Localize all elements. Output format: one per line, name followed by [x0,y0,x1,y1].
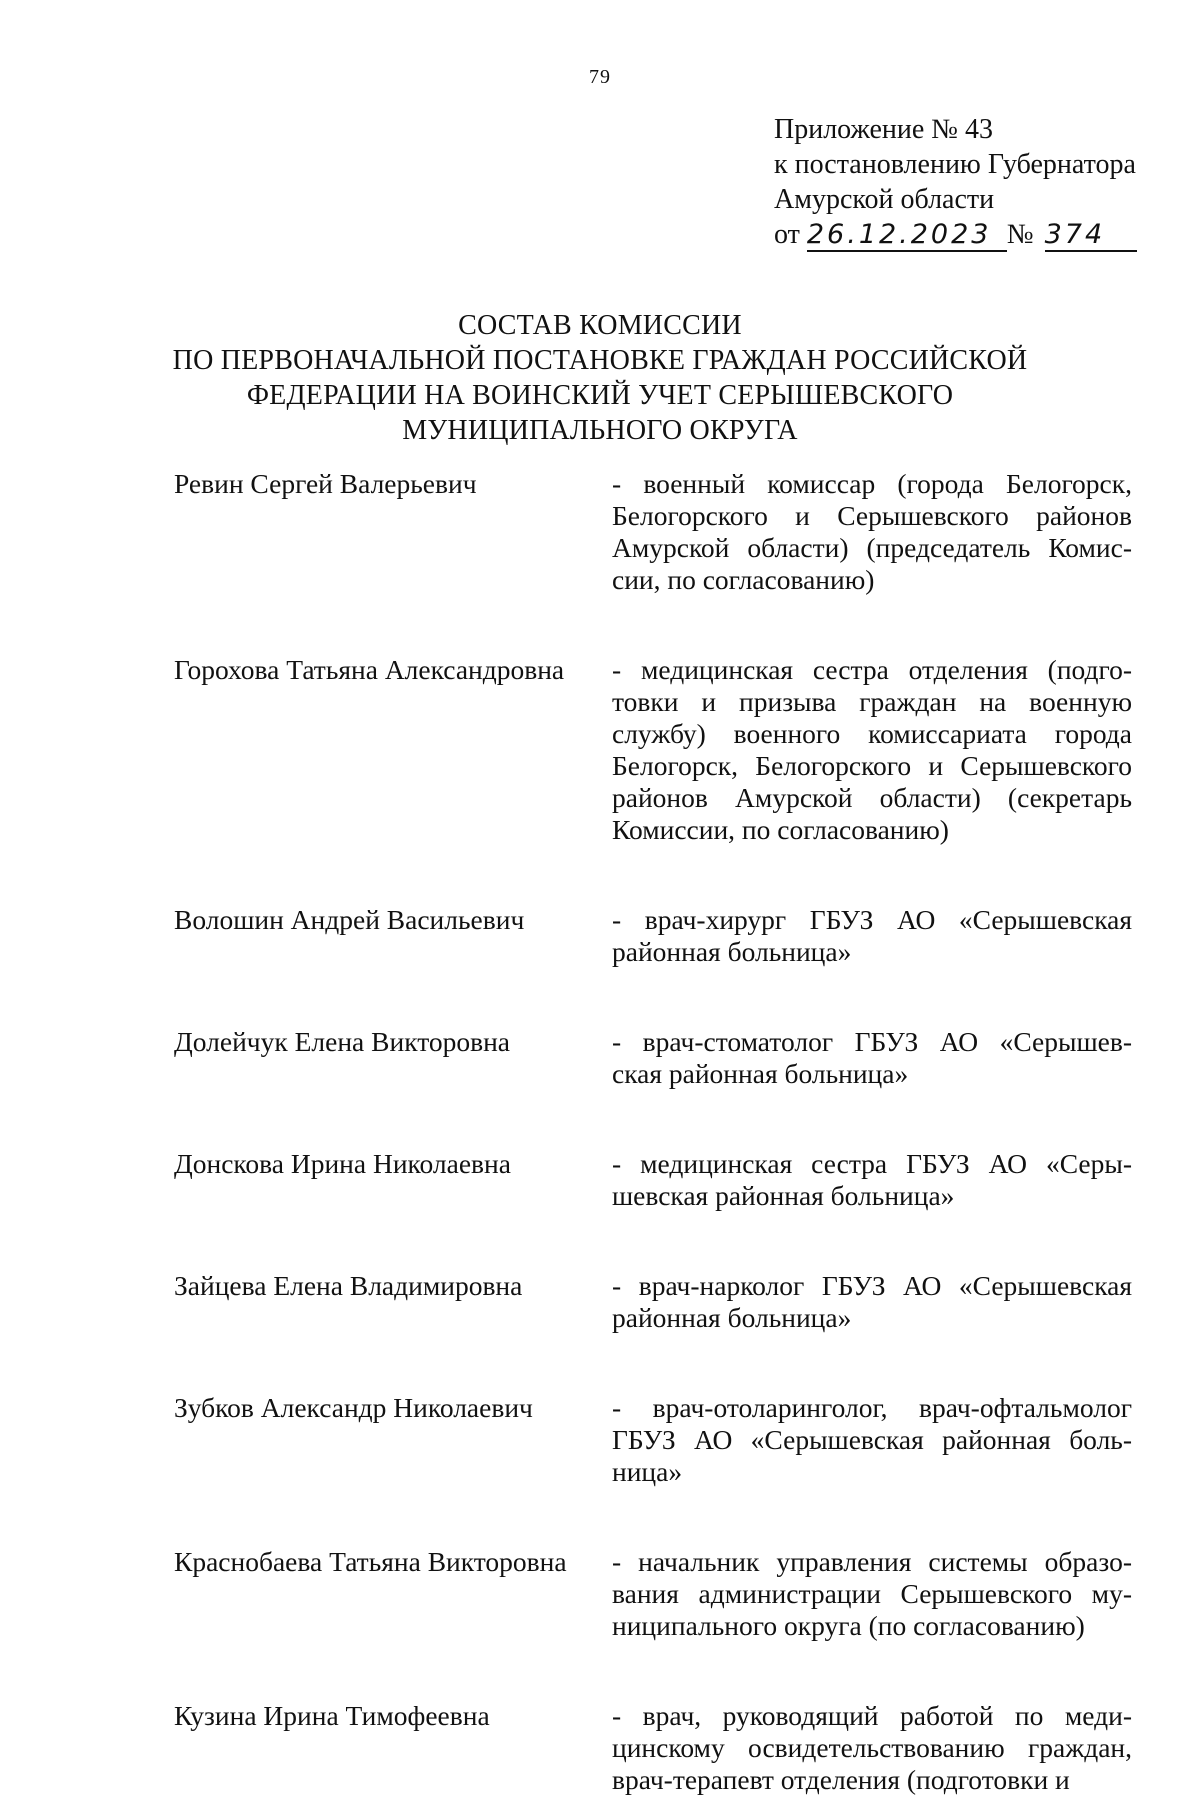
member-role-line: - врач-нарколог ГБУЗ АО «Серышевская [612,1270,1132,1301]
handwritten-number: 374 [1045,220,1137,252]
members-list [174,468,1132,1796]
member-role [612,904,1132,968]
member-role-line: цинскому освидетельствованию граждан, [612,1732,1132,1763]
member-name: Ревин Сергей Валерьевич [174,468,477,499]
member-role [612,1026,1132,1090]
member-role-line: сии, по согласованию) [612,564,875,595]
appendix-region: Амурской области [774,184,995,215]
title-line-3: ФЕДЕРАЦИИ НА ВОИНСКИЙ УЧЕТ СЕРЫШЕВСКОГО [246,380,954,411]
document-title [0,308,1200,448]
member-role-line: - врач, руководящий работой по меди- [612,1700,1132,1731]
title-line-4: МУНИЦИПАЛЬНОГО ОКРУГА [402,415,798,446]
member-name: Долейчук Елена Викторовна [174,1026,511,1057]
member-role-line: Комиссии, по согласованию) [612,814,949,845]
member-name: Краснобаева Татьяна Викторовна [174,1546,567,1577]
member-role-line: районная больница» [612,1302,852,1333]
member-role [612,468,1132,596]
member-role-line: районная больница» [612,936,852,967]
appendix-block [774,112,1174,252]
member-role-line: - начальник управления системы образо- [612,1546,1132,1577]
member-entry [174,1270,1132,1334]
member-role-line: ниципального округа (по согласованию) [612,1610,1085,1641]
member-name: Горохова Татьяна Александровна [174,654,565,685]
title-line-2: ПО ПЕРВОНАЧАЛЬНОЙ ПОСТАНОВКЕ ГРАЖДАН РОССИЙСКОЙ [172,345,1028,376]
member-role-line: вания администрации Серышевского му- [612,1578,1132,1609]
member-name: Кузина Ирина Тимофеевна [174,1700,490,1731]
member-entry [174,1392,1132,1488]
member-role-line: районов Амурской области) (секретарь [612,782,1132,813]
member-role-line: ница» [612,1456,683,1487]
member-entry [174,1546,1132,1642]
member-name: Донскова Ирина Николаевна [174,1148,511,1179]
member-name: Зайцева Елена Владимировна [174,1270,523,1301]
member-name: Волошин Андрей Васильевич [174,904,525,935]
member-role-line: ская районная больница» [612,1058,909,1089]
member-role-line: - врач-стоматолог ГБУЗ АО «Серышев- [612,1026,1132,1057]
member-entry [174,1026,1132,1090]
member-entry [174,1700,1132,1796]
member-role [612,1270,1132,1334]
handwritten-date: 26.12.2023 [807,220,1007,252]
member-entry [174,1148,1132,1212]
member-role-line: товки и призыва граждан на военную [612,686,1132,717]
member-role [612,654,1132,846]
member-role-line: врач-терапевт отделения (подготовки и [612,1764,1070,1795]
member-role-line: шевская районная больница» [612,1180,955,1211]
member-role [612,1546,1132,1642]
page-number: 79 [589,66,611,88]
member-role-line: - медицинская сестра ГБУЗ АО «Серы- [612,1148,1132,1179]
date-prefix: от [774,219,800,250]
member-role-line: Белогорского и Серышевского районов [612,500,1132,531]
member-role-line: Белогорск, Белогорского и Серышевского [612,750,1132,781]
member-role [612,1700,1132,1796]
title-line-1: СОСТАВ КОМИССИИ [458,310,742,341]
member-role-line: - врач-хирург ГБУЗ АО «Серышевская [612,904,1132,935]
member-role-line: ГБУЗ АО «Серышевская районная боль- [612,1424,1132,1455]
member-entry [174,468,1132,596]
member-role [612,1392,1132,1488]
appendix-title: Приложение № 43 [774,114,993,145]
member-role-line: службу) военного комиссариата города [612,718,1132,749]
number-prefix: № [1006,219,1034,250]
member-role-line: - врач-отоларинголог, врач-офтальмолог [612,1392,1132,1423]
member-name: Зубков Александр Николаевич [174,1392,533,1423]
member-entry [174,904,1132,968]
member-entry [174,654,1132,846]
member-role-line: - военный комиссар (города Белогорск, [612,468,1132,499]
appendix-date-number-line [774,217,1174,252]
member-role-line: - медицинская сестра отделения (подго- [612,654,1132,685]
member-role [612,1148,1132,1212]
appendix-decree-reference: к постановлению Губернатора [774,149,1136,180]
member-role-line: Амурской области) (председатель Комис- [612,532,1132,563]
